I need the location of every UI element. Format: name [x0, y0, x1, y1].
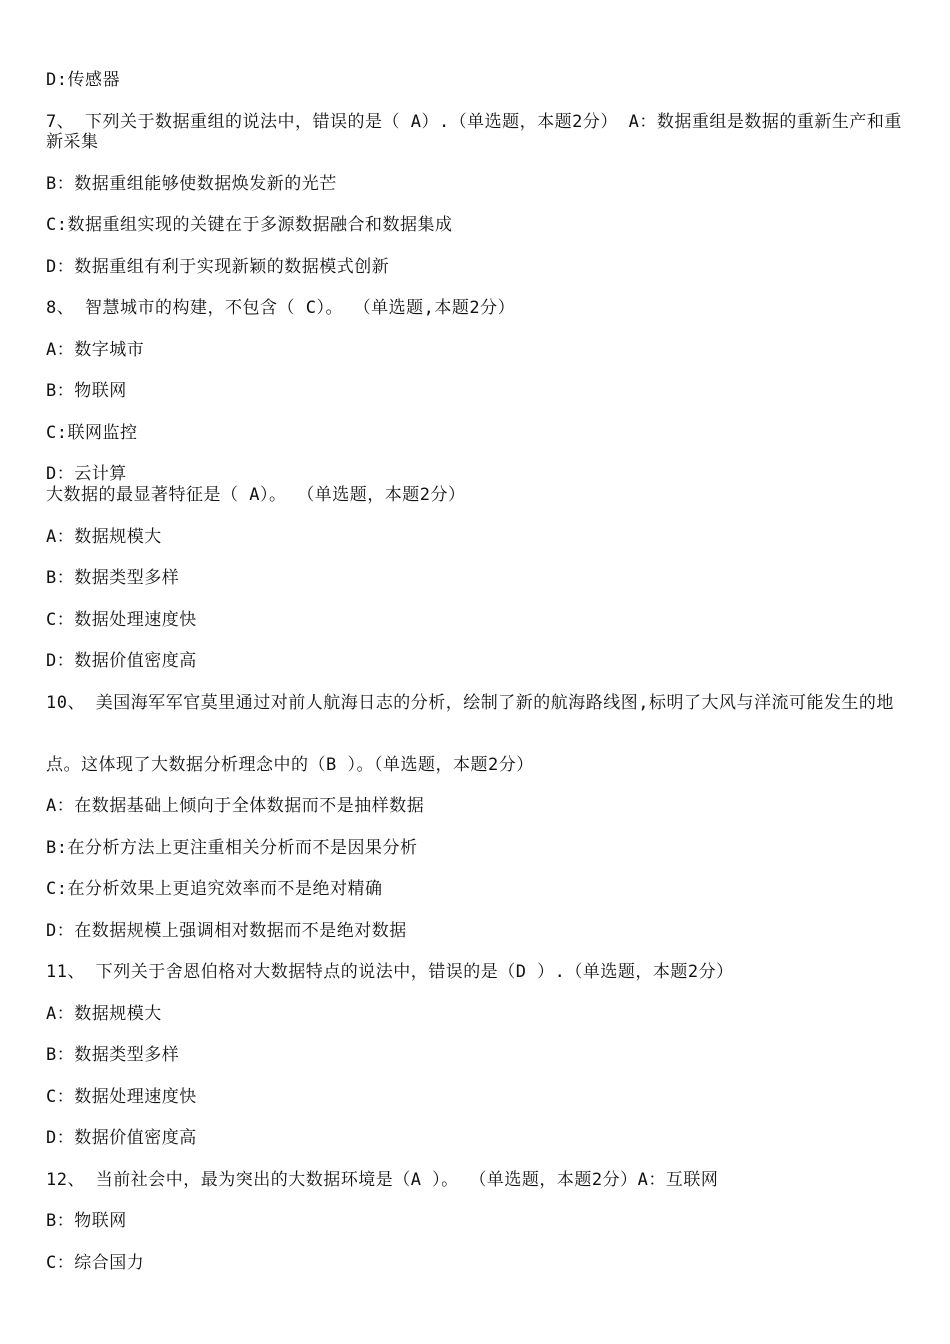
question-8: 8、 智慧城市的构建，不包含（ C）。 （单选题,本题2分） [46, 298, 516, 318]
option-a-q10: A：在数据基础上倾向于全体数据而不是抽样数据 [46, 796, 425, 816]
option-d-q9: D：数据价值密度高 [46, 651, 197, 671]
question-9: 大数据的最显著特征是（ A）。 （单选题，本题2分） [46, 485, 466, 505]
option-c-q12: C：综合国力 [46, 1253, 145, 1273]
option-b-q8: B：物联网 [46, 381, 127, 401]
option-b-q7: B：数据重组能够使数据焕发新的光芒 [46, 174, 337, 194]
option-c-q8: C:联网监控 [46, 423, 138, 443]
option-d-q8: D：云计算 [46, 464, 127, 484]
option-d-q6: D:传感器 [46, 70, 120, 90]
option-a-q9: A：数据规模大 [46, 527, 162, 547]
question-12: 12、 当前社会中，最为突出的大数据环境是（A ）。 （单选题，本题2分）A：互联网 [46, 1170, 719, 1190]
question-7: 7、 下列关于数据重组的说法中，错误的是（ A）.（单选题，本题2分） A：数据重组是数据的重新生产和重新采集 [46, 112, 902, 152]
option-d-q11: D：数据价值密度高 [46, 1128, 197, 1148]
option-c-q7: C:数据重组实现的关键在于多源数据融合和数据集成 [46, 215, 453, 235]
question-10: 10、 美国海军军官莫里通过对前人航海日志的分析，绘制了新的航海路线图,标明了大风与洋流可能发生的地 [46, 693, 894, 713]
question-10-continued: 点。这体现了大数据分析理念中的（B ）。（单选题，本题2分） [46, 755, 534, 775]
option-b-q9: B：数据类型多样 [46, 568, 180, 588]
question-11: 11、 下列关于舍恩伯格对大数据特点的说法中，错误的是（D ）.（单选题，本题2分） [46, 962, 734, 982]
option-a-q11: A：数据规模大 [46, 1004, 162, 1024]
option-b-q10: B:在分析方法上更注重相关分析而不是因果分析 [46, 838, 418, 858]
option-c-q9: C：数据处理速度快 [46, 610, 197, 630]
option-b-q12: B：物联网 [46, 1211, 127, 1231]
option-c-q10: C:在分析效果上更追究效率而不是绝对精确 [46, 879, 383, 899]
option-d-q7: D：数据重组有利于实现新颖的数据模式创新 [46, 257, 390, 277]
option-b-q11: B：数据类型多样 [46, 1045, 180, 1065]
option-d-q10: D：在数据规模上强调相对数据而不是绝对数据 [46, 921, 407, 941]
option-a-q8: A：数字城市 [46, 340, 145, 360]
option-c-q11: C：数据处理速度快 [46, 1087, 197, 1107]
